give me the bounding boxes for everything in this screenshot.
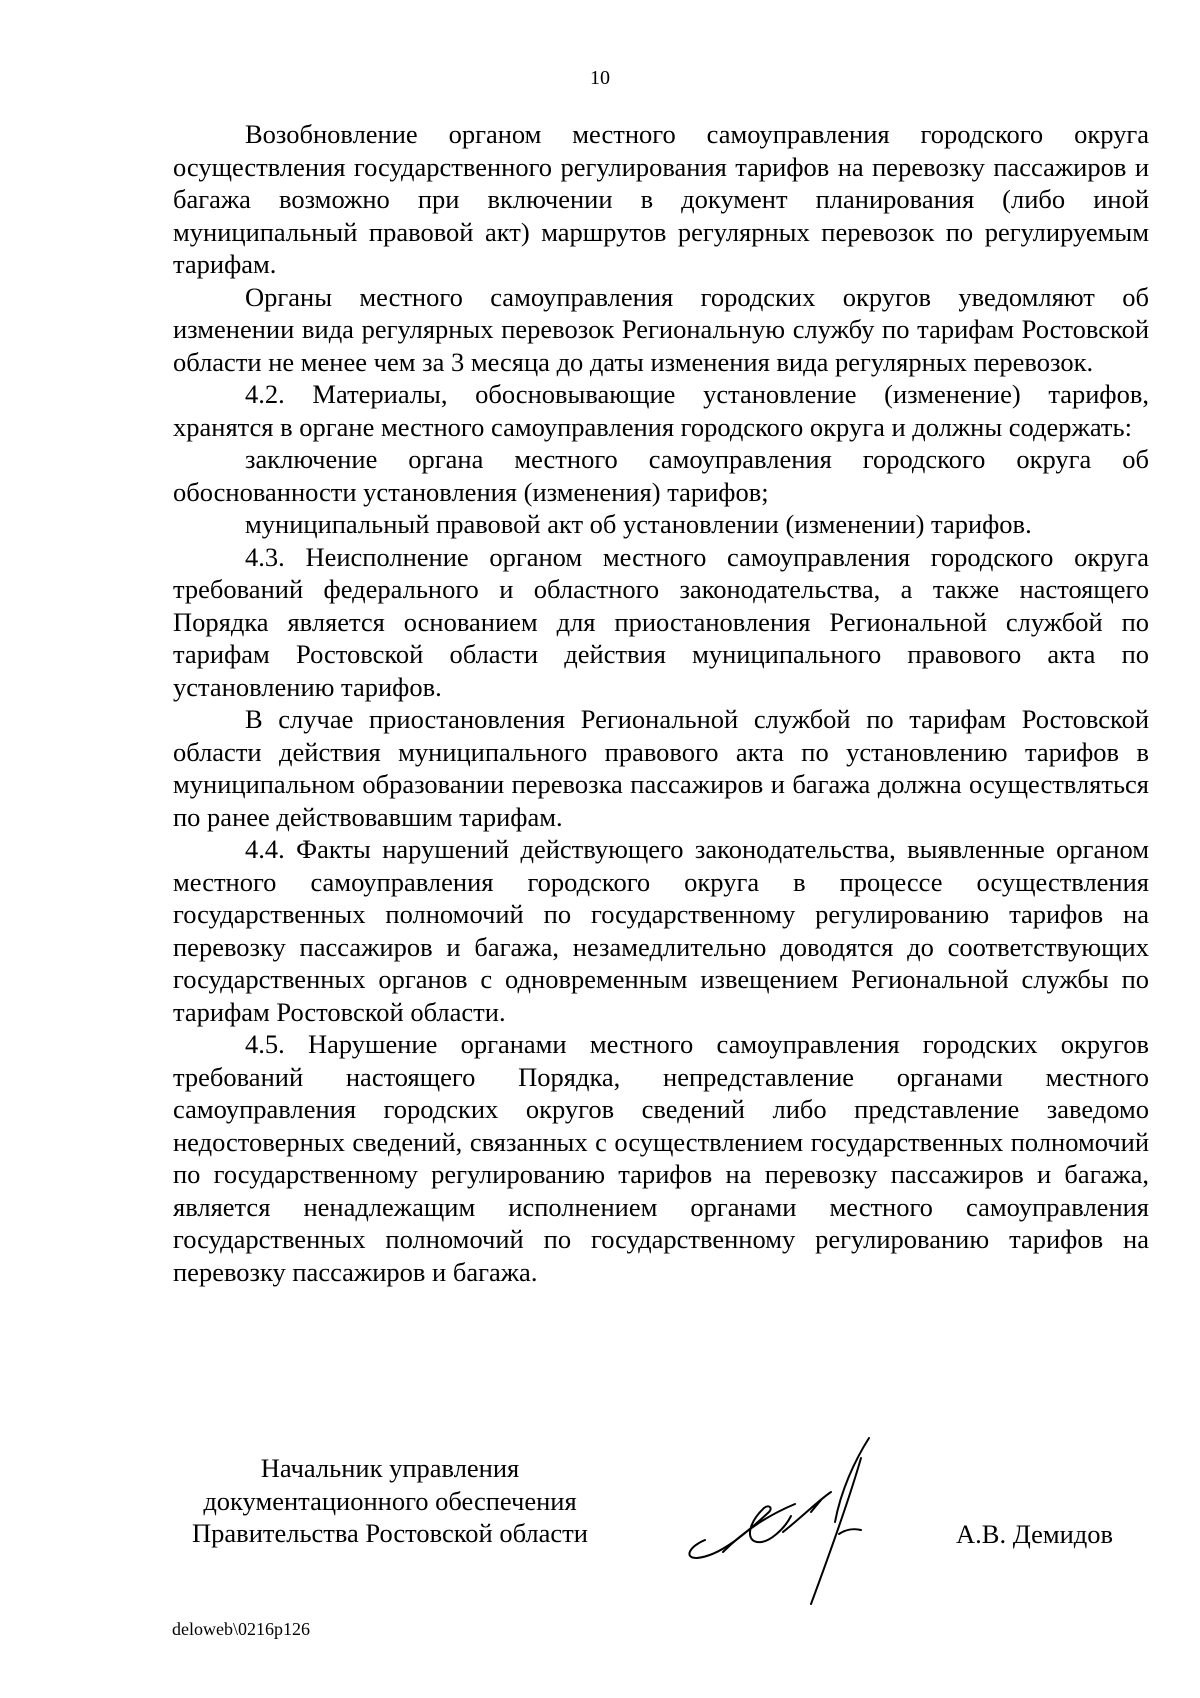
signatory-title-line-1: Начальник управления — [260, 1453, 520, 1483]
signatory-title — [170, 1452, 610, 1550]
signatory-title-line-2: документационного обеспечения — [203, 1485, 577, 1516]
paragraph-1: Возобновление органом местного самоуправления городского округа осуществления государственного регулирования тарифов на перевозку пассажиров и багажа возможно при включении в документ планирования (либо иной муниципальный правовой акт) маршрутов регулярных перевозок по регулируемым тарифам. — [173, 119, 1149, 279]
handwritten-signature — [665, 1430, 915, 1610]
document-id: deloweb\0216p126 — [172, 1619, 310, 1639]
paragraph-suspension: В случае приостановления Региональной службой по тарифам Ростовской области действия муниципального правового акта по установлению тарифов в муниципальном образовании перевозка пассажиров и багажа должна осуществляться по ранее действовавшим тарифам. — [173, 704, 1149, 832]
signatory-title-line-3: Правительства Ростовской области — [192, 1518, 588, 1548]
paragraph-4-3: 4.3. Неисполнение органом местного самоуправления городского округа требований федерального и областного законодательства, а также настоящего Порядка является основанием для приостановления Региональной службой по тарифам Ростовской области действия муниципального правового акта по установлению тарифов. — [173, 541, 1149, 702]
paragraph-legal-act-item: муниципальный правовой акт об установлении (изменении) тарифов. — [245, 509, 1032, 539]
signatory-name: А.В. Демидов — [956, 1519, 1114, 1549]
paragraph-2: Органы местного самоуправления городских округов уведомляют об изменении вида регулярных перевозок Региональную службу по тарифам Ростовской области не менее чем за 3 месяца до даты изменения вида регулярных перевозок. — [173, 281, 1149, 377]
paragraph-conclusion-item: заключение органа местного самоуправления городского округа об обоснованности установления (изменения) тарифов; — [173, 444, 1149, 507]
document-body — [173, 118, 1149, 1288]
page-number: 10 — [590, 67, 610, 89]
paragraph-4-2: 4.2. Материалы, обосновывающие установление (изменение) тарифов, хранятся в органе местного самоуправления городского округа и должны содержать: — [173, 379, 1149, 442]
paragraph-4-5: 4.5. Нарушение органами местного самоуправления городских округов требований настоящего Порядка, непредставление органами местного самоуправления городских округов сведений либо представление заведомо недостоверных сведений, связанных с осуществлением государственных полномочий по государственному регулированию тарифов на перевозку пассажиров и багажа, является ненадлежащим исполнением органами местного самоуправления государственных полномочий по государственному регулированию тарифов на перевозку пассажиров и багажа. — [173, 1029, 1149, 1287]
signature-block — [170, 1452, 1170, 1602]
paragraph-4-4: 4.4. Факты нарушений действующего законодательства, выявленные органом местного самоуправления городского округа в процессе осуществления государственных полномочий по государственному регулированию тарифов на перевозку пассажиров и багажа, незамедлительно доводятся до соответствующих государственных органов с одновременным извещением Региональной службы по тарифам Ростовской области. — [173, 834, 1149, 1027]
